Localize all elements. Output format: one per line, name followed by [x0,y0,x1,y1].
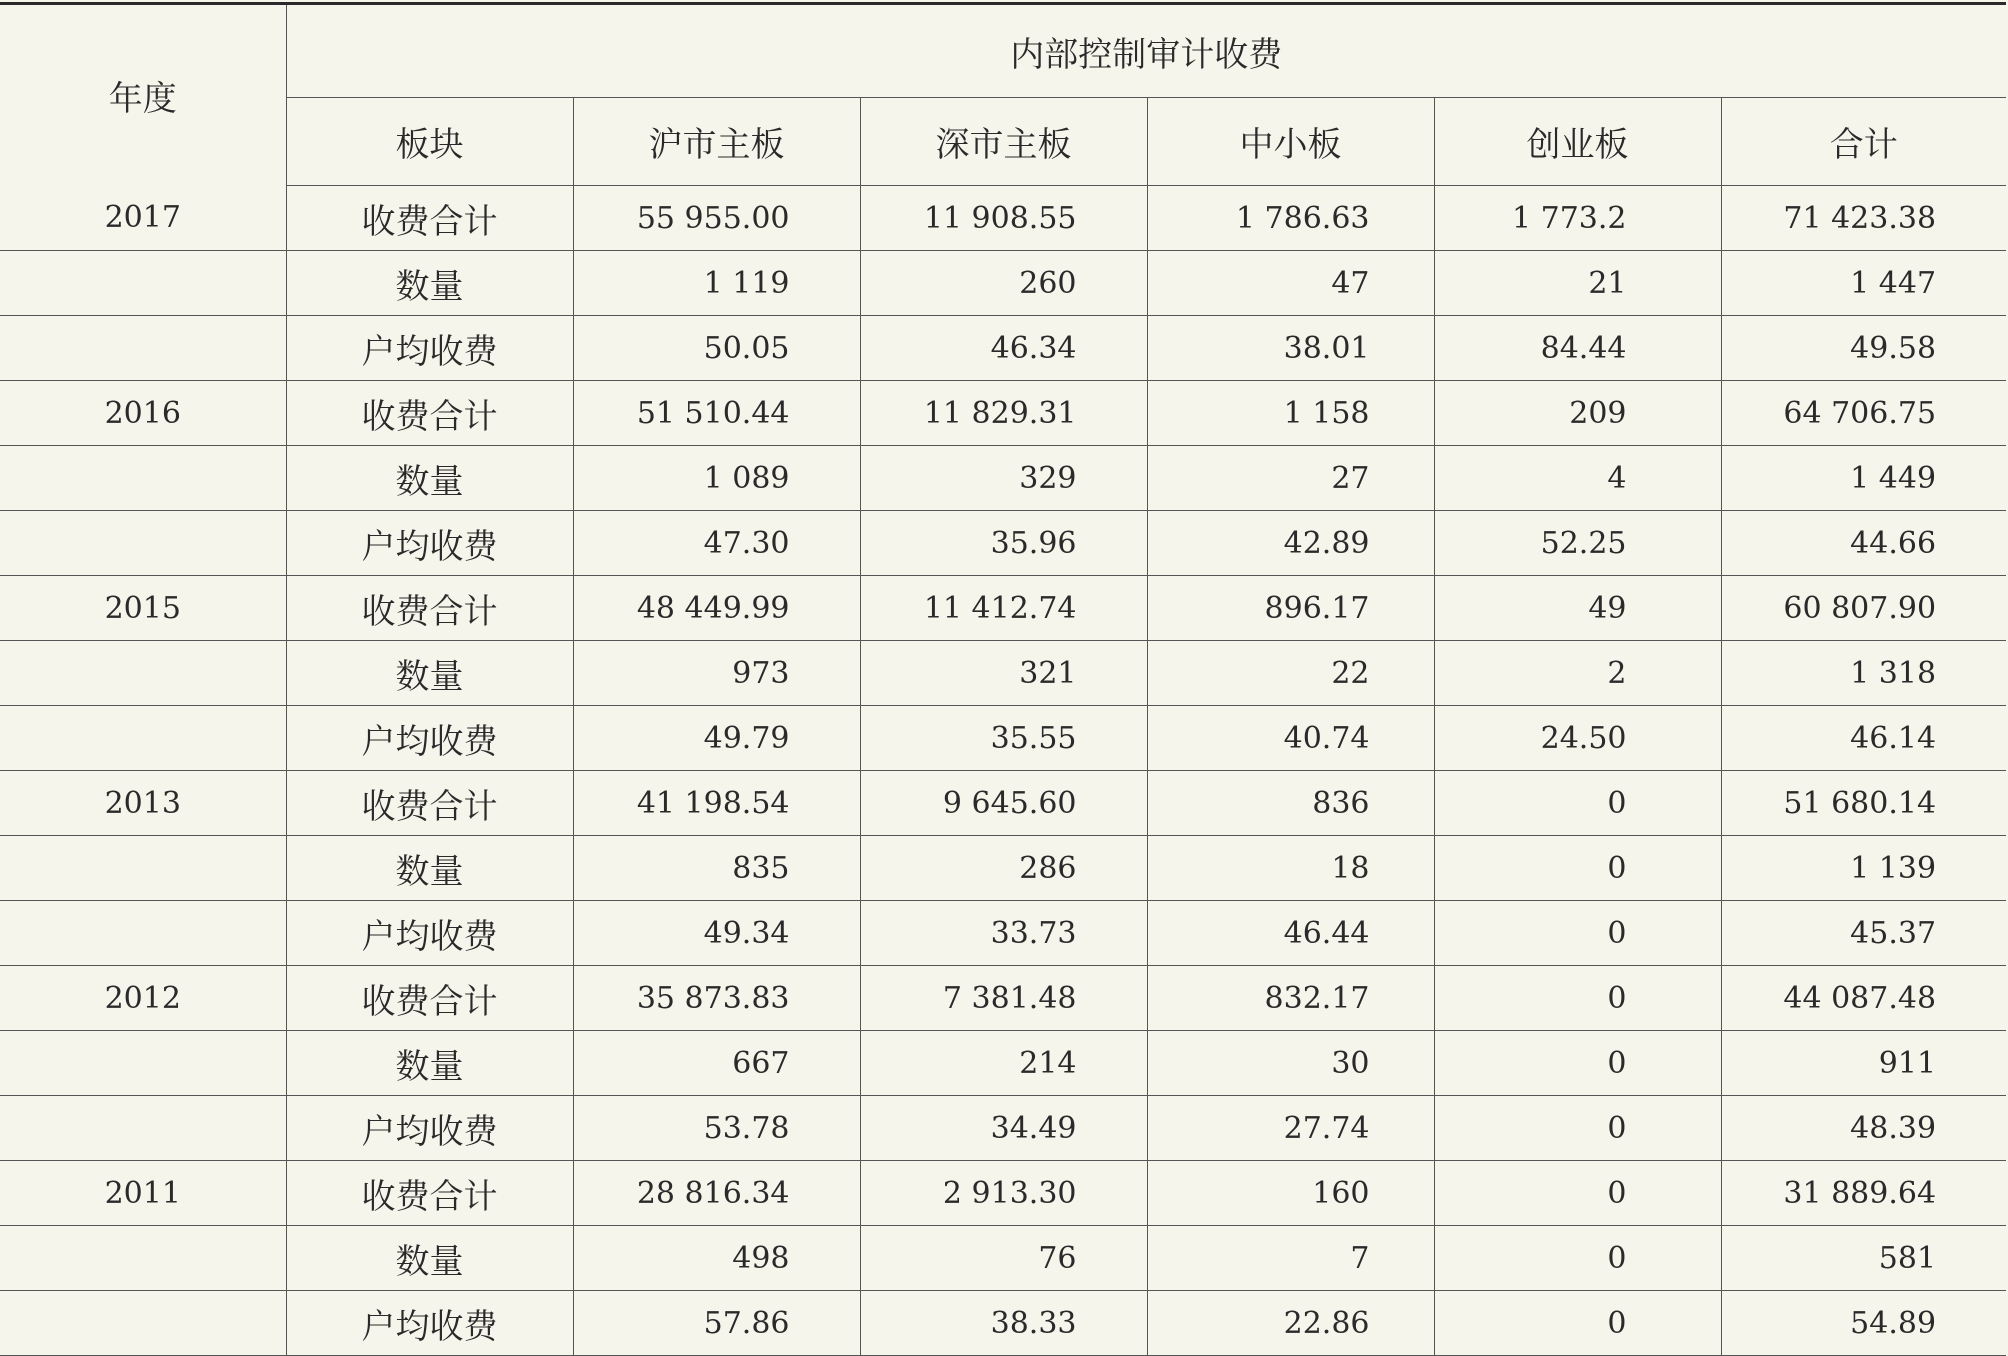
table-row [0,771,2006,836]
value-cell: 18 [1147,836,1434,901]
year-header: 年度 [0,4,286,186]
value-cell: 46.44 [1147,901,1434,966]
value-cell: 260 [860,251,1147,316]
year-cell [0,1031,286,1096]
year-cell: 2017 [0,186,286,251]
table-row [0,1291,2006,1356]
value-cell: 1 449 [1721,446,2006,511]
value-cell: 49 [1434,576,1721,641]
value-cell: 1 773.2 [1434,186,1721,251]
value-cell: 2 [1434,641,1721,706]
value-cell: 0 [1434,836,1721,901]
value-cell: 27 [1147,446,1434,511]
value-cell: 60 807.90 [1721,576,2006,641]
metric-cell: 数量 [286,1226,573,1291]
value-cell: 667 [573,1031,860,1096]
column-header: 中小板 [1147,98,1434,186]
value-cell: 47.30 [573,511,860,576]
value-cell: 50.05 [573,316,860,381]
value-cell: 44.66 [1721,511,2006,576]
table-row [0,966,2006,1031]
year-cell [0,1226,286,1291]
metric-cell: 收费合计 [286,381,573,446]
value-cell: 24.50 [1434,706,1721,771]
value-cell: 911 [1721,1031,2006,1096]
audit-fee-table [0,2,2006,1356]
table-row [0,1226,2006,1291]
group-title-header: 内部控制审计收费 [286,4,2006,98]
value-cell: 214 [860,1031,1147,1096]
table-row [0,641,2006,706]
year-cell: 2011 [0,1161,286,1226]
value-cell: 34.49 [860,1096,1147,1161]
year-cell: 2015 [0,576,286,641]
value-cell: 1 119 [573,251,860,316]
header-row-1 [0,4,2006,98]
value-cell: 35.55 [860,706,1147,771]
value-cell: 0 [1434,1096,1721,1161]
year-cell [0,901,286,966]
value-cell: 11 412.74 [860,576,1147,641]
value-cell: 286 [860,836,1147,901]
metric-cell: 数量 [286,446,573,511]
value-cell: 40.74 [1147,706,1434,771]
table-row [0,1161,2006,1226]
value-cell: 51 680.14 [1721,771,2006,836]
column-header: 沪市主板 [573,98,860,186]
value-cell: 0 [1434,1161,1721,1226]
metric-cell: 收费合计 [286,576,573,641]
table-row [0,186,2006,251]
metric-cell: 户均收费 [286,1291,573,1356]
year-cell [0,511,286,576]
value-cell: 45.37 [1721,901,2006,966]
year-cell [0,1291,286,1356]
value-cell: 1 139 [1721,836,2006,901]
metric-cell: 户均收费 [286,1096,573,1161]
table-row [0,901,2006,966]
value-cell: 44 087.48 [1721,966,2006,1031]
value-cell: 4 [1434,446,1721,511]
table-row [0,576,2006,641]
value-cell: 42.89 [1147,511,1434,576]
value-cell: 11 829.31 [860,381,1147,446]
value-cell: 836 [1147,771,1434,836]
value-cell: 55 955.00 [573,186,860,251]
value-cell: 0 [1434,1226,1721,1291]
metric-cell: 数量 [286,1031,573,1096]
value-cell: 46.34 [860,316,1147,381]
value-cell: 35 873.83 [573,966,860,1031]
table-body [0,186,2006,1356]
value-cell: 71 423.38 [1721,186,2006,251]
table-row [0,316,2006,381]
year-cell [0,1096,286,1161]
table-row [0,446,2006,511]
table-row [0,511,2006,576]
value-cell: 49.34 [573,901,860,966]
value-cell: 0 [1434,1291,1721,1356]
value-cell: 2 913.30 [860,1161,1147,1226]
value-cell: 35.96 [860,511,1147,576]
year-cell: 2016 [0,381,286,446]
table-row [0,1031,2006,1096]
value-cell: 84.44 [1434,316,1721,381]
metric-cell: 收费合计 [286,771,573,836]
year-cell: 2013 [0,771,286,836]
header-row-2 [0,98,2006,186]
column-header: 合计 [1721,98,2006,186]
table-row [0,706,2006,771]
value-cell: 321 [860,641,1147,706]
year-cell: 2012 [0,966,286,1031]
value-cell: 49.79 [573,706,860,771]
value-cell: 33.73 [860,901,1147,966]
value-cell: 57.86 [573,1291,860,1356]
metric-cell: 户均收费 [286,706,573,771]
value-cell: 11 908.55 [860,186,1147,251]
value-cell: 53.78 [573,1096,860,1161]
value-cell: 7 [1147,1226,1434,1291]
table-row [0,836,2006,901]
value-cell: 22 [1147,641,1434,706]
value-cell: 47 [1147,251,1434,316]
value-cell: 51 510.44 [573,381,860,446]
column-header: 创业板 [1434,98,1721,186]
year-cell [0,316,286,381]
metric-cell: 数量 [286,641,573,706]
value-cell: 835 [573,836,860,901]
value-cell: 31 889.64 [1721,1161,2006,1226]
value-cell: 209 [1434,381,1721,446]
table-row [0,381,2006,446]
value-cell: 973 [573,641,860,706]
column-header: 深市主板 [860,98,1147,186]
value-cell: 0 [1434,966,1721,1031]
value-cell: 49.58 [1721,316,2006,381]
value-cell: 581 [1721,1226,2006,1291]
metric-cell: 户均收费 [286,511,573,576]
year-cell [0,251,286,316]
value-cell: 54.89 [1721,1291,2006,1356]
value-cell: 896.17 [1147,576,1434,641]
metric-cell: 户均收费 [286,901,573,966]
metric-cell: 数量 [286,251,573,316]
value-cell: 1 786.63 [1147,186,1434,251]
value-cell: 30 [1147,1031,1434,1096]
value-cell: 329 [860,446,1147,511]
value-cell: 76 [860,1226,1147,1291]
value-cell: 28 816.34 [573,1161,860,1226]
value-cell: 498 [573,1226,860,1291]
value-cell: 160 [1147,1161,1434,1226]
table-row [0,251,2006,316]
value-cell: 21 [1434,251,1721,316]
value-cell: 832.17 [1147,966,1434,1031]
value-cell: 1 447 [1721,251,2006,316]
metric-cell: 收费合计 [286,1161,573,1226]
value-cell: 27.74 [1147,1096,1434,1161]
value-cell: 7 381.48 [860,966,1147,1031]
value-cell: 48 449.99 [573,576,860,641]
year-cell [0,641,286,706]
value-cell: 52.25 [1434,511,1721,576]
table-row [0,1096,2006,1161]
year-cell [0,706,286,771]
value-cell: 0 [1434,1031,1721,1096]
column-header: 板块 [286,98,573,186]
value-cell: 22.86 [1147,1291,1434,1356]
value-cell: 38.33 [860,1291,1147,1356]
year-cell [0,836,286,901]
value-cell: 1 089 [573,446,860,511]
metric-cell: 收费合计 [286,966,573,1031]
year-cell [0,446,286,511]
metric-cell: 数量 [286,836,573,901]
value-cell: 64 706.75 [1721,381,2006,446]
metric-cell: 收费合计 [286,186,573,251]
value-cell: 48.39 [1721,1096,2006,1161]
value-cell: 46.14 [1721,706,2006,771]
metric-cell: 户均收费 [286,316,573,381]
value-cell: 0 [1434,901,1721,966]
value-cell: 0 [1434,771,1721,836]
value-cell: 38.01 [1147,316,1434,381]
value-cell: 1 318 [1721,641,2006,706]
value-cell: 1 158 [1147,381,1434,446]
value-cell: 41 198.54 [573,771,860,836]
value-cell: 9 645.60 [860,771,1147,836]
